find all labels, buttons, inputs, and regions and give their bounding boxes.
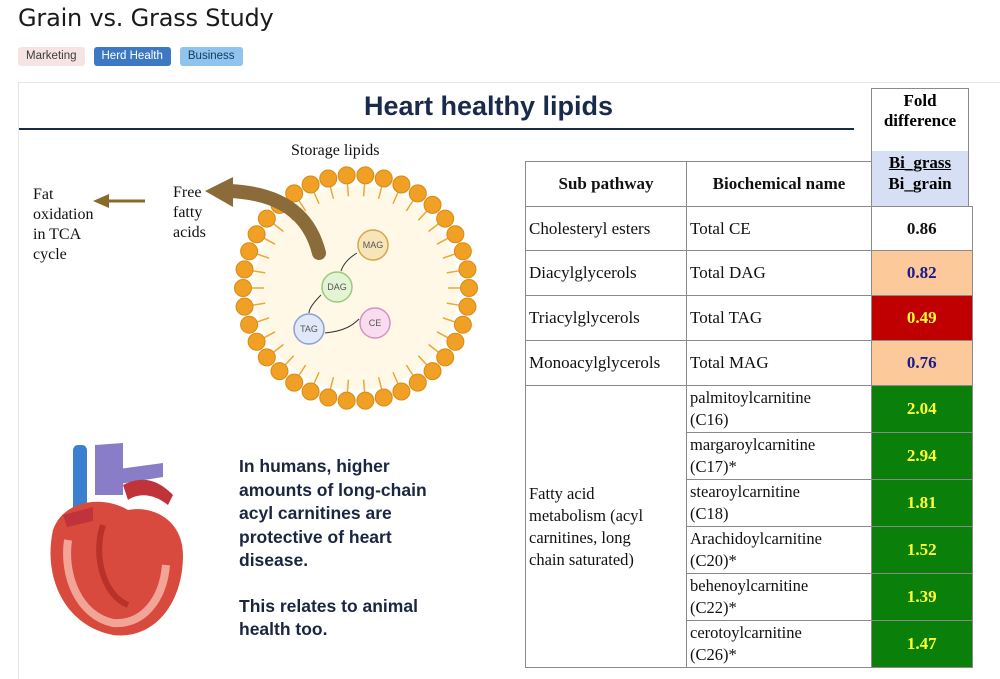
lipid-droplet-diagram (19, 83, 519, 423)
phospholipid-head (409, 374, 426, 391)
tag-herd-health[interactable]: Herd Health (94, 47, 171, 66)
fold-numerator: Bi_grass (888, 153, 952, 172)
table-row: Cholesteryl esters Total CE 0.86 (526, 207, 973, 251)
tag-marketing[interactable]: Marketing (18, 47, 85, 66)
phospholipid-head (454, 316, 471, 333)
phospholipid-head (393, 176, 410, 193)
table-row: cerotoylcarnitine (C26)* 1.47 (526, 621, 973, 668)
phospholipid-head (338, 392, 355, 409)
fold-value: 0.86 (872, 207, 973, 251)
lipid-table (525, 161, 973, 668)
phospholipid-head (447, 226, 464, 243)
free-fatty-acids-label: Free fatty acids (173, 184, 206, 241)
phospholipid-head (424, 196, 441, 213)
phospholipid-head (320, 170, 337, 187)
phospholipid-head (286, 374, 303, 391)
phospholipid-head (258, 210, 275, 227)
fold-value: 0.49 (872, 296, 973, 341)
table-row: stearoylcarnitine (C18) 1.81 (526, 480, 973, 527)
fold-value: 1.47 (872, 621, 973, 668)
tag-list (18, 47, 243, 66)
fold-value: 2.94 (872, 433, 973, 480)
phospholipid-head (447, 333, 464, 350)
fold-value: 1.81 (872, 480, 973, 527)
mag-label: MAG (362, 240, 384, 250)
phospholipid-head (424, 363, 441, 380)
phospholipid-head (248, 333, 265, 350)
page-title: Grain vs. Grass Study (18, 4, 274, 32)
heart-disease-note: In humans, higher amounts of long-chain acyl carnitines are protective of heart disease. This relates to animal health too. (239, 456, 427, 639)
fold-value: 0.82 (872, 251, 973, 296)
phospholipid-head (236, 298, 253, 315)
phospholipid-head (271, 363, 288, 380)
table-row: Triacylglycerols Total TAG 0.49 (526, 296, 973, 341)
phospholipid-head (393, 383, 410, 400)
phospholipid-head (241, 243, 258, 260)
phospholipid-head (459, 298, 476, 315)
table-row: Fatty acid metabolism (acyl carnitines, long chain saturated) palmitoylcarnitine (C16) 2.04 (526, 386, 973, 433)
phospholipid-head (437, 210, 454, 227)
heart-illustration (33, 435, 203, 640)
ce-label: CE (368, 318, 382, 328)
col-biochemical-name: Biochemical name (687, 162, 872, 207)
group-sub-pathway: Fatty acid metabolism (acyl carnitines, long chain saturated) (526, 386, 687, 668)
phospholipid-head (248, 226, 265, 243)
phospholipid-head (375, 389, 392, 406)
phospholipid-head (258, 349, 275, 366)
fold-value: 1.52 (872, 527, 973, 574)
phospholipid-head (338, 167, 355, 184)
phospholipid-head (357, 392, 374, 409)
fat-oxidation-label: Fat oxidation in TCA cycle (33, 186, 94, 263)
tag-business[interactable]: Business (180, 47, 243, 66)
phospholipid-head (320, 389, 337, 406)
phospholipid-head (461, 280, 478, 297)
table-row: behenoylcarnitine (C22)* 1.39 (526, 574, 973, 621)
storage-lipids-label: Storage lipids (291, 142, 380, 159)
tag-label: TAG (300, 324, 318, 334)
phospholipid-head (409, 185, 426, 202)
fold-value: 1.39 (872, 574, 973, 621)
table-row: margaroylcarnitine (C17)* 2.94 (526, 433, 973, 480)
phospholipid-head (375, 170, 392, 187)
phospholipid-head (454, 243, 471, 260)
dag-label: DAG (327, 282, 347, 292)
phospholipid-head (302, 176, 319, 193)
phospholipid-head (357, 167, 374, 184)
phospholipid-head (302, 383, 319, 400)
slide-title: Heart healthy lipids (364, 91, 614, 121)
slide-image (18, 82, 1000, 679)
phospholipid-head (236, 261, 253, 278)
phospholipid-head (241, 316, 258, 333)
oxidation-arrow-head (93, 194, 109, 208)
fold-denominator: Bi_grain (888, 174, 952, 193)
table-row: Arachidoylcarnitine (C20)* 1.52 (526, 527, 973, 574)
phospholipid-head (459, 261, 476, 278)
col-sub-pathway: Sub pathway (526, 162, 687, 207)
phospholipid-head (235, 280, 252, 297)
fold-value: 2.04 (872, 386, 973, 433)
phospholipid-head (437, 349, 454, 366)
release-arrow-head (205, 177, 233, 207)
table-row: Diacylglycerols Total DAG 0.82 (526, 251, 973, 296)
table-row: Monoacylglycerols Total MAG 0.76 (526, 341, 973, 386)
fold-value: 0.76 (872, 341, 973, 386)
fold-difference-header: Fold difference Bi_grass Bi_grain (871, 88, 969, 208)
